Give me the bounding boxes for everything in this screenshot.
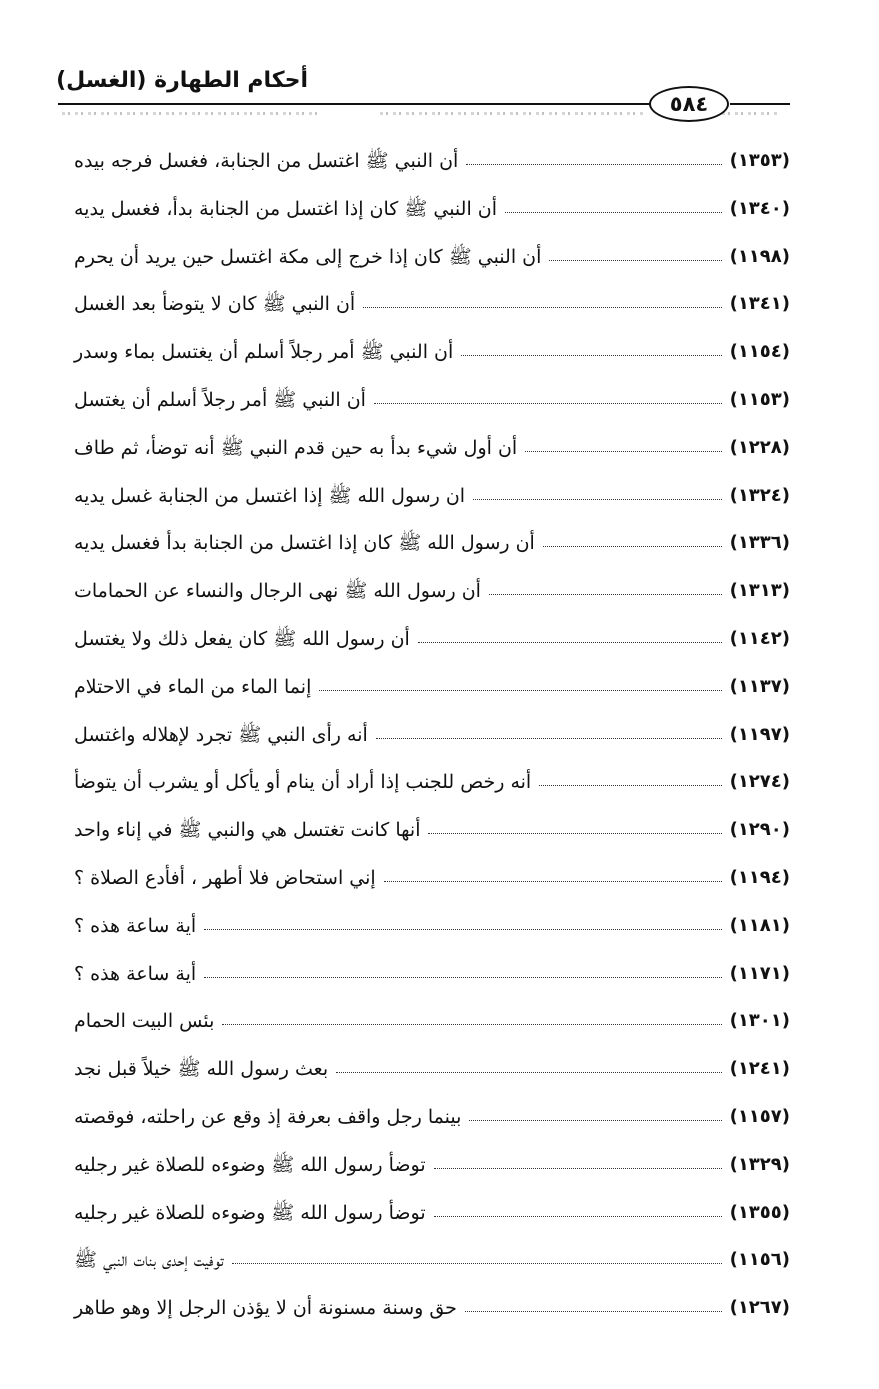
index-entry bbox=[74, 1295, 790, 1343]
entry-text: بينما رجل واقف بعرفة إذ وقع عن راحلته، فوقصته bbox=[74, 1105, 462, 1128]
index-entry bbox=[74, 722, 790, 770]
entry-reference-number: (١١٥٧) bbox=[729, 1105, 790, 1127]
dot-leader bbox=[363, 291, 721, 308]
entry-text: بعث رسول الله ﷺ خيلاً قبل نجد bbox=[74, 1058, 329, 1081]
entry-text: أن النبي ﷺ كان إذا اغتسل من الجنابة بدأ، فغسل يديه bbox=[74, 197, 498, 220]
index-entry bbox=[74, 865, 790, 913]
entry-reference-number: (١١٩٤) bbox=[729, 866, 790, 888]
dot-leader bbox=[505, 196, 722, 213]
dot-leader bbox=[466, 148, 721, 165]
dot-leader bbox=[428, 817, 721, 834]
index-entry bbox=[74, 196, 790, 244]
entry-reference-number: (١٣٥٣) bbox=[729, 150, 790, 171]
index-entry bbox=[74, 913, 790, 961]
index-entry bbox=[74, 244, 790, 292]
index-entry bbox=[74, 530, 790, 578]
dot-leader bbox=[525, 435, 721, 452]
dot-leader bbox=[469, 1104, 721, 1121]
entry-text: أن النبي ﷺ أمر رجلاً أسلم أن يغتسل بماء وسدر bbox=[74, 341, 454, 364]
index-entry bbox=[74, 578, 790, 626]
header-rule-left bbox=[58, 103, 650, 105]
header-ornament-left bbox=[62, 112, 317, 115]
entry-reference-number: (١٢٩٠) bbox=[729, 819, 790, 841]
entry-text: أنه رخص للجنب إذا أراد أن ينام أو يأكل أو يشرب أن يتوضأ bbox=[74, 771, 532, 794]
dot-leader bbox=[461, 339, 721, 356]
dot-leader bbox=[204, 961, 721, 978]
entry-text: توفيت إحدى بنات النبي ﷺ bbox=[74, 1249, 224, 1272]
index-entry bbox=[74, 1200, 790, 1248]
entry-reference-number: (١٣٤١) bbox=[729, 293, 790, 315]
entry-text: ان رسول الله ﷺ إذا اغتسل من الجنابة غسل يديه bbox=[74, 484, 466, 507]
entry-text: أن رسول الله ﷺ نهى الرجال والنساء عن الحمامات bbox=[74, 580, 481, 603]
entry-reference-number: (١٣٢٩) bbox=[729, 1153, 790, 1175]
index-entry bbox=[74, 1104, 790, 1152]
entry-reference-number: (١٣٠١) bbox=[729, 1010, 790, 1032]
dot-leader bbox=[319, 674, 721, 691]
entry-reference-number: (١١٩٨) bbox=[729, 245, 790, 267]
header-ornament-right bbox=[722, 112, 778, 115]
entry-text: أن النبي ﷺ اغتسل من الجنابة، فغسل فرجه بيده bbox=[74, 150, 459, 172]
index-entry bbox=[74, 626, 790, 674]
index-list bbox=[74, 148, 790, 1343]
entry-reference-number: (١١٩٧) bbox=[729, 723, 790, 745]
dot-leader bbox=[434, 1200, 722, 1217]
entry-reference-number: (١١٣٧) bbox=[729, 675, 790, 697]
entry-text: أنه رأى النبي ﷺ تجرد لإهلاله واغتسل bbox=[74, 723, 368, 746]
dot-leader bbox=[374, 387, 722, 404]
dot-leader bbox=[222, 1008, 721, 1025]
entry-reference-number: (١٣٣٦) bbox=[729, 532, 790, 554]
entry-reference-number: (١١٥٤) bbox=[729, 341, 790, 363]
entry-reference-number: (١٢٦٧) bbox=[729, 1297, 790, 1319]
index-entry bbox=[74, 148, 790, 196]
entry-text: أن أول شيء بدأ به حين قدم النبي ﷺ أنه توضأ، ثم طاف bbox=[74, 436, 518, 459]
dot-leader bbox=[473, 483, 721, 500]
header-ornament-middle bbox=[380, 112, 645, 115]
dot-leader bbox=[549, 244, 721, 261]
index-entry bbox=[74, 817, 790, 865]
running-title: أحكام الطهارة (الغسل) bbox=[56, 68, 308, 93]
entry-text: أن النبي ﷺ كان إذا خرج إلى مكة اغتسل حين يريد أن يحرم bbox=[74, 245, 542, 268]
entry-text: أية ساعة هذه ؟ bbox=[74, 962, 197, 985]
dot-leader bbox=[384, 865, 722, 882]
index-entry bbox=[74, 435, 790, 483]
index-entry bbox=[74, 1008, 790, 1056]
index-entry bbox=[74, 1247, 790, 1295]
entry-reference-number: (١٣٤٠) bbox=[729, 197, 790, 219]
entry-text: أن النبي ﷺ أمر رجلاً أسلم أن يغتسل bbox=[74, 388, 366, 411]
index-entry bbox=[74, 291, 790, 339]
entry-text: بئس البيت الحمام bbox=[74, 1010, 215, 1033]
index-entry bbox=[74, 961, 790, 1009]
dot-leader bbox=[543, 530, 722, 547]
index-entry bbox=[74, 769, 790, 817]
entry-text: توضأ رسول الله ﷺ وضوءه للصلاة غير رجليه bbox=[74, 1153, 426, 1176]
entry-reference-number: (١٢٧٤) bbox=[729, 771, 790, 793]
entry-text: أن النبي ﷺ كان لا يتوضأ بعد الغسل bbox=[74, 293, 356, 316]
page-number: ٥٨٤ bbox=[649, 86, 729, 122]
dot-leader bbox=[204, 913, 721, 930]
entry-reference-number: (١١٧١) bbox=[729, 962, 790, 984]
dot-leader bbox=[376, 722, 722, 739]
dot-leader bbox=[465, 1295, 722, 1312]
entry-reference-number: (١١٥٦) bbox=[729, 1249, 790, 1271]
index-entry bbox=[74, 674, 790, 722]
entry-text: توضأ رسول الله ﷺ وضوءه للصلاة غير رجليه bbox=[74, 1201, 426, 1224]
index-entry bbox=[74, 483, 790, 531]
entry-text: إنما الماء من الماء في الاحتلام bbox=[74, 675, 312, 698]
entry-reference-number: (١١٥٣) bbox=[729, 388, 790, 410]
index-entry bbox=[74, 339, 790, 387]
dot-leader bbox=[434, 1152, 722, 1169]
entry-reference-number: (١٣٢٤) bbox=[729, 484, 790, 506]
entry-text: أية ساعة هذه ؟ bbox=[74, 914, 197, 937]
entry-text: حق وسنة مسنونة أن لا يؤذن الرجل إلا وهو طاهر bbox=[74, 1297, 457, 1320]
entry-reference-number: (١٢٢٨) bbox=[729, 436, 790, 458]
dot-leader bbox=[539, 769, 721, 786]
entry-reference-number: (١٣٥٥) bbox=[729, 1201, 790, 1223]
dot-leader bbox=[336, 1056, 721, 1073]
entry-text: إني استحاض فلا أطهر ، أفأدع الصلاة ؟ bbox=[74, 866, 376, 889]
entry-reference-number: (١١٤٢) bbox=[729, 627, 790, 649]
entry-reference-number: (١٢٤١) bbox=[729, 1058, 790, 1080]
index-entry bbox=[74, 1056, 790, 1104]
dot-leader bbox=[418, 626, 722, 643]
dot-leader bbox=[232, 1247, 722, 1264]
entry-text: أنها كانت تغتسل هي والنبي ﷺ في إناء واحد bbox=[74, 819, 421, 842]
dot-leader bbox=[489, 578, 722, 595]
entry-text: أن رسول الله ﷺ كان يفعل ذلك ولا يغتسل bbox=[74, 627, 410, 650]
entry-text: أن رسول الله ﷺ كان إذا اغتسل من الجنابة بدأ فغسل يديه bbox=[74, 532, 535, 555]
index-entry bbox=[74, 387, 790, 435]
entry-reference-number: (١٣١٣) bbox=[729, 580, 790, 602]
index-entry bbox=[74, 1152, 790, 1200]
header-rule-right bbox=[730, 103, 790, 105]
entry-reference-number: (١١٨١) bbox=[729, 914, 790, 936]
